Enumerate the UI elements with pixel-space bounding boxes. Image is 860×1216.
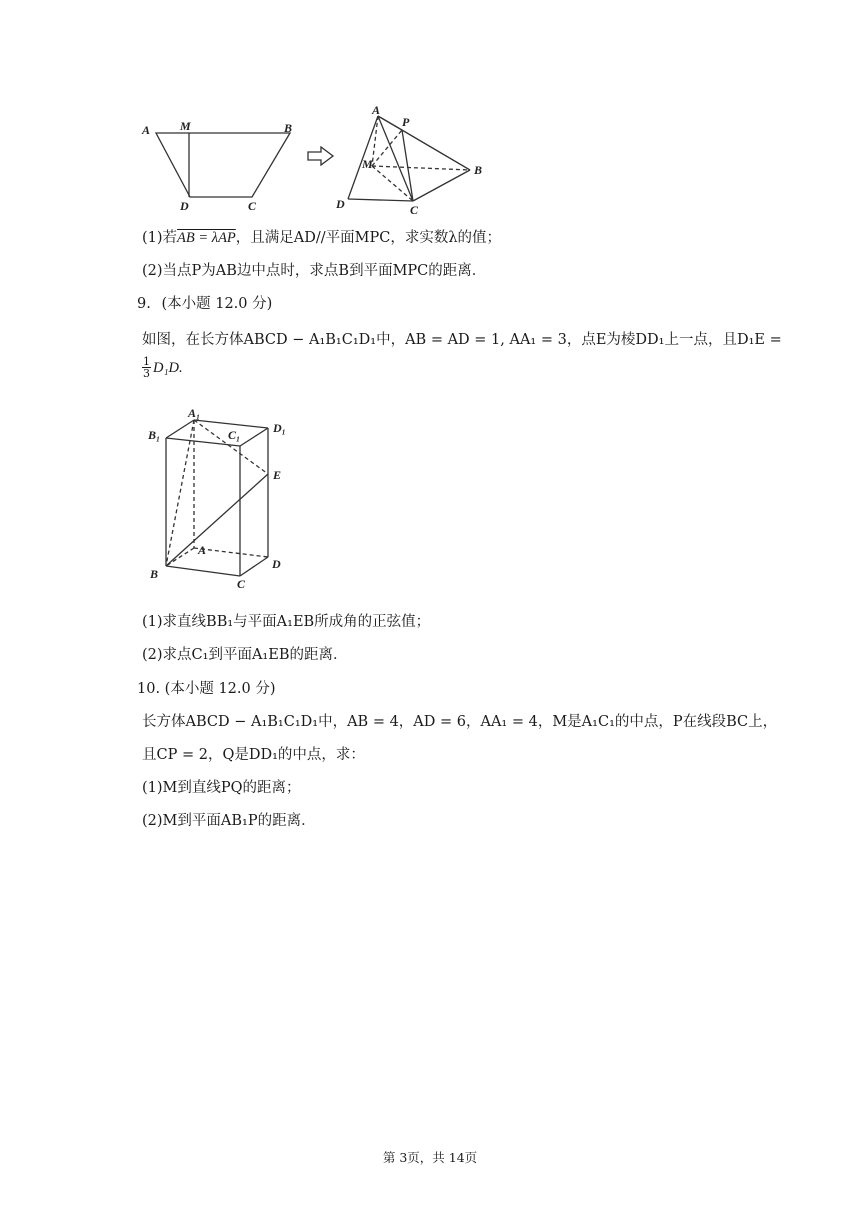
label-c: C: [237, 577, 246, 590]
q10-stem-line1: 长方体ABCD − A₁B₁C₁D₁中，AB = 4，AD = 6，AA₁ = 4，M是A₁C₁的中点，P在线段BC上，: [142, 714, 778, 730]
label-b1: B₁: [148, 428, 161, 442]
label-c: C: [410, 203, 419, 216]
q8-part2: (2)当点P为AB边中点时，求点B到平面MPC的距离．: [142, 263, 487, 279]
q9-part2: (2)求点C₁到平面A₁EB的距离．: [142, 647, 348, 663]
q10-stem-line2: 且CP = 2，Q是DD₁的中点，求：: [142, 747, 365, 763]
q10-part1: (1)M到直线PQ的距离；: [142, 780, 301, 796]
question-number: 10.: [137, 681, 161, 697]
label-b: B: [284, 121, 293, 135]
label-d: D: [272, 557, 281, 571]
label-c1: C₁: [228, 428, 241, 442]
label-a1: A₁: [188, 406, 201, 420]
q9-cuboid-figure: [140, 404, 300, 590]
label-m: M: [180, 119, 191, 133]
label-b: B: [474, 163, 483, 177]
q10-header: [137, 677, 276, 698]
label-a: A: [198, 543, 207, 557]
label-d1: D₁: [273, 421, 286, 435]
q8-trapezoid-figure: [140, 118, 300, 214]
label-a: A: [372, 104, 381, 117]
fraction-one-third: $\frac{1}{3}$: [143, 355, 150, 380]
label-m: M: [362, 157, 373, 171]
q10-part2: (2)M到平面AB₁P的距离．: [142, 813, 316, 829]
label-e: E: [273, 468, 282, 482]
label-a: A: [142, 123, 151, 137]
question-number: 9.: [137, 296, 151, 312]
label-b: B: [150, 567, 159, 581]
label-p: P: [402, 115, 410, 129]
q9-part1: (1)求直线BB₁与平面A₁EB所成角的正弦值；: [142, 614, 431, 630]
page-footer: 第 3页，共 14页: [382, 1150, 478, 1165]
label-c: C: [248, 199, 257, 213]
label-d: D: [336, 197, 345, 211]
q9-header: [137, 292, 272, 313]
q9-stem-line1: 如图，在长方体ABCD − A₁B₁C₁D₁中，AB = AD = 1, AA₁ = 3，点E为棱DD₁上一点，且D₁E =: [142, 332, 782, 348]
score-note: (本小题 12.0 分): [164, 681, 276, 697]
q9-stem-line2: $\frac{1}{3}$ D₁D.: [143, 355, 183, 380]
score-note: (本小题 12.0 分): [161, 296, 273, 312]
q8-part1: (1)若AB = λAP，且满足AD//平面MPC，求实数λ的值；: [142, 230, 502, 246]
q8-pyramid-figure: [330, 104, 490, 216]
vector-equation: AB = λAP: [177, 230, 236, 246]
label-d: D: [180, 199, 189, 213]
